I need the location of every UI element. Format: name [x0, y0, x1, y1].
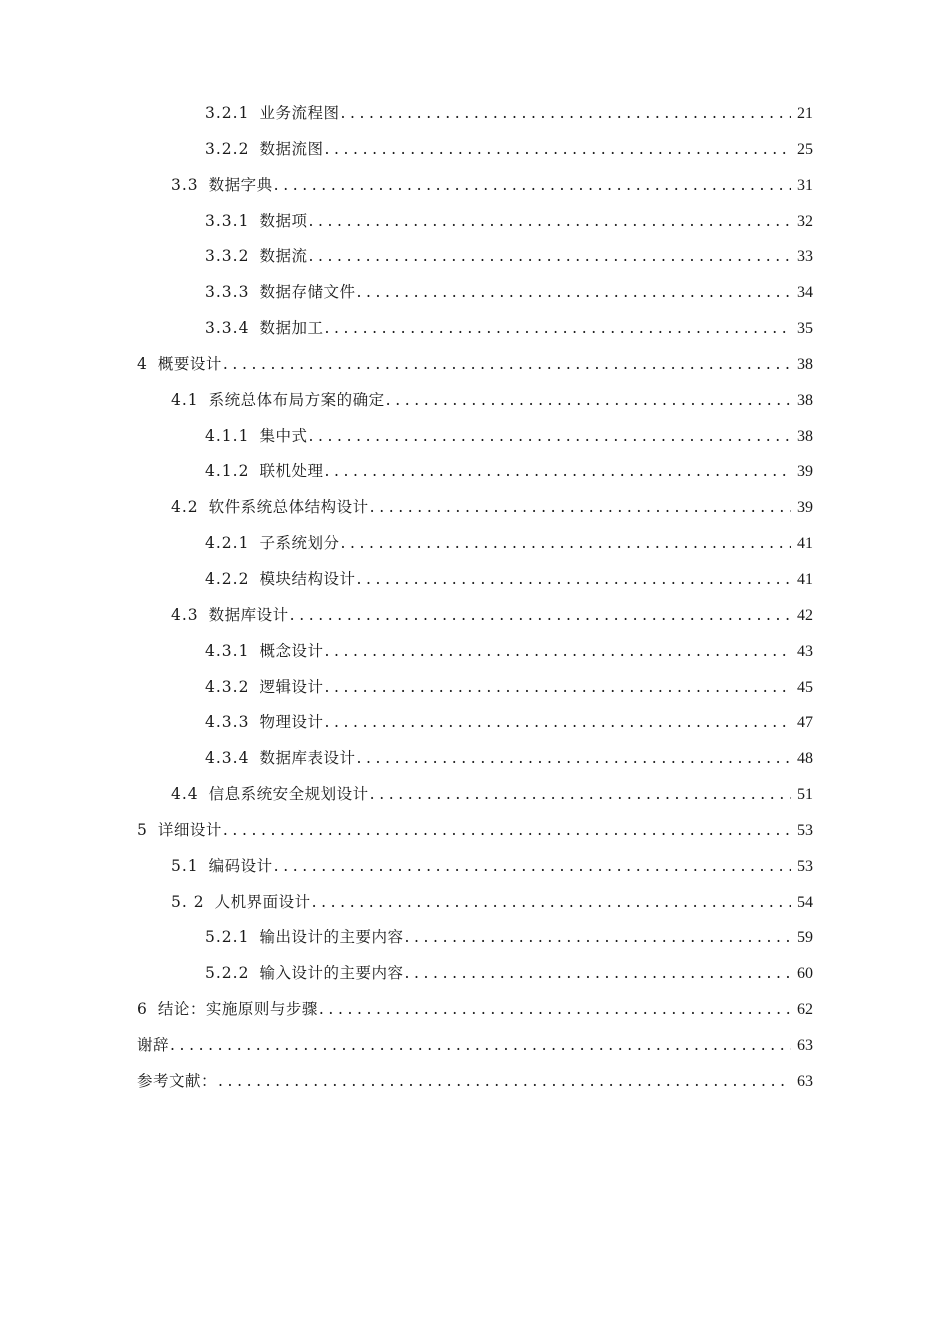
toc-entry-number: 3.3 [171, 175, 199, 194]
toc-dot-leader [324, 634, 791, 670]
toc-dot-leader [324, 132, 791, 168]
toc-entry-number: 4.3 [171, 605, 199, 624]
toc-page-number: 38 [797, 427, 813, 445]
toc-page-number: 25 [797, 140, 813, 158]
toc-dot-leader [290, 598, 791, 634]
toc-entry-title: 集中式 [259, 426, 308, 445]
toc-page-number: 38 [797, 355, 813, 373]
toc-entry[interactable] [137, 598, 813, 634]
toc-entry-title: 详细设计 [157, 820, 222, 839]
toc-entry-title: 数据加工 [259, 319, 324, 338]
toc-page-number: 39 [797, 499, 813, 517]
toc-dot-leader [404, 920, 791, 956]
toc-dot-leader [324, 454, 791, 490]
toc-entry-number: 5. 2 [171, 892, 205, 911]
toc-entry-number: 3.2.2 [205, 139, 250, 158]
toc-dot-leader [223, 347, 791, 383]
toc-entry-number: 3.3.1 [205, 211, 250, 230]
toc-page-number: 63 [797, 1036, 813, 1054]
toc-entry-number: 4.2.1 [205, 534, 250, 553]
toc-entry[interactable] [137, 490, 813, 526]
toc-entry[interactable] [137, 526, 813, 562]
toc-page-number: 48 [797, 750, 813, 768]
toc-page-number: 63 [797, 1072, 813, 1090]
toc-entry-title: 数据流 [259, 247, 308, 266]
toc-dot-leader [404, 956, 791, 992]
toc-entry[interactable] [137, 705, 813, 741]
toc-dot-leader [312, 885, 791, 921]
toc-entry-title: 业务流程图 [259, 104, 340, 122]
toc-entry[interactable] [137, 311, 813, 347]
toc-entry-number: 4.3.3 [205, 713, 250, 732]
toc-dot-leader [218, 1064, 791, 1100]
toc-entry-number: 5.2.1 [205, 928, 250, 947]
toc-entry-title: 数据流图 [259, 139, 324, 158]
toc-entry[interactable] [137, 132, 813, 168]
toc-entry-number: 3.2.1 [205, 104, 250, 122]
toc-entry-number: 3.3.4 [205, 319, 250, 338]
toc-dot-leader [308, 419, 791, 455]
toc-entry[interactable] [137, 670, 813, 706]
toc-entry[interactable] [137, 885, 813, 921]
toc-entry[interactable] [137, 1064, 813, 1100]
toc-entry-title: 物理设计 [259, 713, 324, 732]
toc-dot-leader [356, 562, 791, 598]
toc-entry-number: 4.2 [171, 498, 199, 517]
toc-dot-leader [356, 741, 791, 777]
toc-entry[interactable] [137, 275, 813, 311]
toc-entry[interactable] [137, 419, 813, 455]
toc-page-number: 35 [797, 320, 813, 338]
toc-entry-number: 4.1.2 [205, 462, 250, 481]
toc-entry[interactable] [137, 992, 813, 1028]
toc-entry-title: 联机处理 [259, 462, 324, 481]
toc-entry-number: 4.3.2 [205, 677, 250, 696]
toc-page-number: 42 [797, 606, 813, 624]
toc-page-number: 41 [797, 535, 813, 553]
toc-page-number: 21 [797, 105, 813, 122]
toc-entry[interactable] [137, 562, 813, 598]
toc-entry-title: 输入设计的主要内容 [259, 964, 404, 983]
toc-dot-leader [340, 526, 791, 562]
toc-entry-number: 4.2.2 [205, 569, 250, 588]
toc-page-number: 54 [797, 893, 813, 911]
toc-entry-title: 人机界面设计 [214, 892, 311, 911]
toc-dot-leader [324, 705, 791, 741]
toc-dot-leader [340, 96, 791, 132]
toc-entry[interactable] [137, 347, 813, 383]
toc-page-number: 39 [797, 463, 813, 481]
toc-entry[interactable] [137, 383, 813, 419]
toc-entry-title: 数据字典 [208, 175, 273, 194]
toc-dot-leader [170, 1028, 791, 1064]
toc-page-number: 33 [797, 248, 813, 266]
toc-page-number: 45 [797, 678, 813, 696]
toc-entry-number: 5.1 [171, 856, 199, 875]
toc-dot-leader [370, 777, 791, 813]
toc-entry[interactable] [137, 1028, 813, 1064]
toc-entry-title: 结论：实施原则与步骤 [157, 1000, 318, 1019]
toc-entry[interactable] [137, 813, 813, 849]
toc-dot-leader [308, 239, 791, 275]
toc-entry-title: 数据库设计 [208, 605, 289, 624]
toc-page-number: 31 [797, 176, 813, 194]
toc-entry[interactable] [137, 741, 813, 777]
toc-entry-title: 数据项 [259, 211, 308, 230]
toc-entry-number: 4 [137, 354, 148, 373]
toc-entry[interactable] [137, 96, 813, 132]
toc-entry[interactable] [137, 956, 813, 992]
toc-dot-leader [319, 992, 791, 1028]
toc-entry-number: 5 [137, 820, 148, 839]
toc-entry-number: 5.2.2 [205, 964, 250, 983]
toc-entry-number: 4.1.1 [205, 426, 250, 445]
toc-entry[interactable] [137, 634, 813, 670]
toc-dot-leader [223, 813, 791, 849]
toc-entry[interactable] [137, 777, 813, 813]
toc-entry-title: 系统总体布局方案的确定 [208, 390, 385, 409]
toc-page-number: 53 [797, 857, 813, 875]
toc-entry-title: 信息系统安全规划设计 [208, 785, 369, 804]
toc-page-number: 43 [797, 642, 813, 660]
toc-entry-title: 谢辞 [137, 1035, 170, 1054]
toc-dot-leader [370, 490, 791, 526]
toc-dot-leader [324, 311, 791, 347]
toc-page-number: 38 [797, 391, 813, 409]
toc-entry-title: 概念设计 [259, 641, 324, 660]
toc-page-number: 47 [797, 714, 813, 732]
toc-entry-number: 4.3.1 [205, 641, 250, 660]
toc-entry-number: 4.3.4 [205, 749, 250, 768]
toc-entry-number: 4.4 [171, 785, 199, 804]
toc-page-number: 60 [797, 965, 813, 983]
toc-entry-title: 输出设计的主要内容 [259, 928, 404, 947]
toc-page-number: 41 [797, 570, 813, 588]
toc-entry-number: 3.3.2 [205, 247, 250, 266]
toc-entry-title: 概要设计 [157, 354, 222, 373]
toc-dot-leader [324, 670, 791, 706]
toc-entry[interactable] [137, 168, 813, 204]
toc-entry-title: 参考文献： [137, 1071, 218, 1090]
toc-dot-leader [356, 275, 791, 311]
toc-page-number: 62 [797, 1001, 813, 1019]
toc-entry-title: 数据存储文件 [259, 283, 356, 302]
toc-page-number: 59 [797, 929, 813, 947]
toc-dot-leader [386, 383, 791, 419]
toc-entry-title: 逻辑设计 [259, 677, 324, 696]
toc-entry-title: 软件系统总体结构设计 [208, 498, 369, 517]
toc-entry[interactable] [137, 454, 813, 490]
toc-page-number: 53 [797, 821, 813, 839]
toc-entry[interactable] [137, 920, 813, 956]
toc-entry-title: 模块结构设计 [259, 569, 356, 588]
toc-entry-number: 6 [137, 1000, 148, 1019]
toc-entry[interactable] [137, 204, 813, 240]
toc-page-number: 34 [797, 284, 813, 302]
toc-entry[interactable] [137, 239, 813, 275]
toc-page-number: 51 [797, 786, 813, 804]
toc-dot-leader [274, 849, 791, 885]
toc-entry-title: 子系统划分 [259, 534, 340, 553]
toc-entry-title: 编码设计 [208, 856, 273, 875]
toc-entry[interactable] [137, 849, 813, 885]
toc-dot-leader [274, 168, 791, 204]
toc-entry-number: 3.3.3 [205, 283, 250, 302]
toc-entry-title: 数据库表设计 [259, 749, 356, 768]
toc-dot-leader [308, 204, 791, 240]
table-of-contents [137, 96, 813, 1100]
toc-entry-number: 4.1 [171, 390, 199, 409]
toc-page-number: 32 [797, 212, 813, 230]
